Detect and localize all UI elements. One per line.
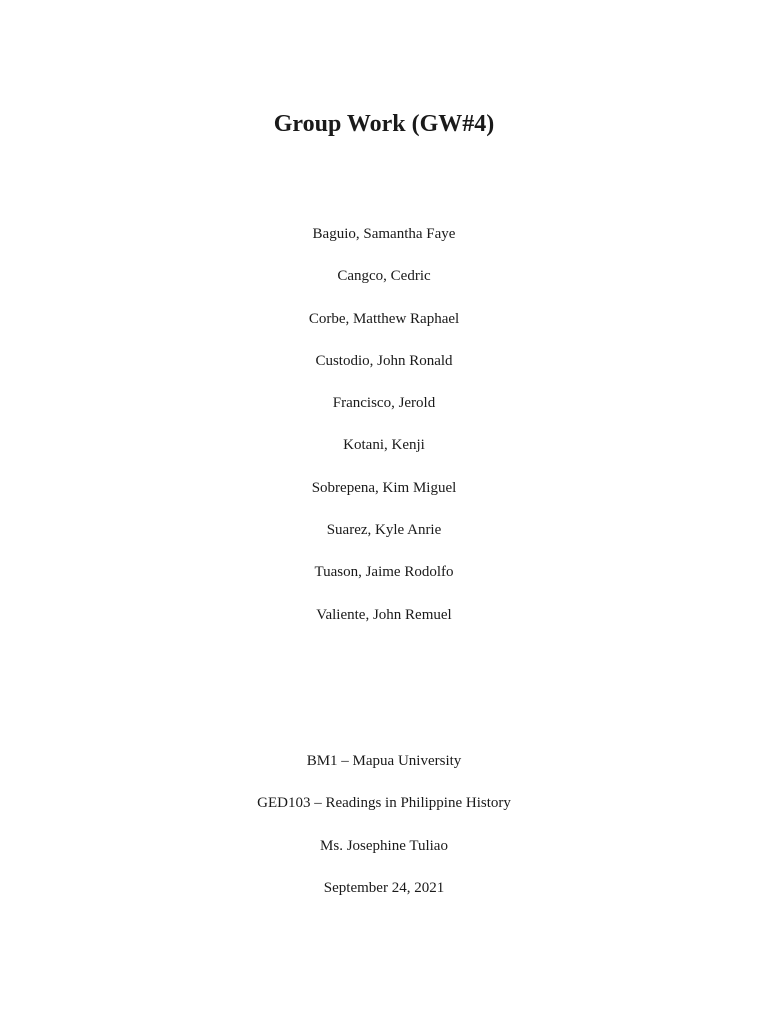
member-name: Valiente, John Remuel bbox=[316, 606, 452, 623]
member-name: Tuason, Jaime Rodolfo bbox=[314, 564, 454, 581]
course-line: GED103 – Readings in Philippine History bbox=[257, 795, 511, 812]
member-name: Custodio, John Ronald bbox=[315, 352, 453, 369]
member-name: Baguio, Samantha Faye bbox=[312, 226, 456, 242]
document-title: Group Work (GW#4) bbox=[273, 111, 495, 137]
date-line: September 24, 2021 bbox=[323, 879, 445, 896]
member-name: Cangco, Cedric bbox=[337, 268, 431, 285]
member-name: Corbe, Matthew Raphael bbox=[308, 310, 460, 327]
instructor-line: Ms. Josephine Tuliao bbox=[320, 837, 448, 854]
course-info bbox=[0, 749, 768, 918]
member-name: Kotani, Kenji bbox=[343, 437, 425, 454]
member-name: Sobrepena, Kim Miguel bbox=[311, 479, 457, 496]
member-name: Francisco, Jerold bbox=[332, 395, 436, 412]
member-list bbox=[0, 222, 768, 645]
section-line: BM1 – Mapua University bbox=[306, 753, 462, 769]
member-name: Suarez, Kyle Anrie bbox=[326, 522, 442, 539]
